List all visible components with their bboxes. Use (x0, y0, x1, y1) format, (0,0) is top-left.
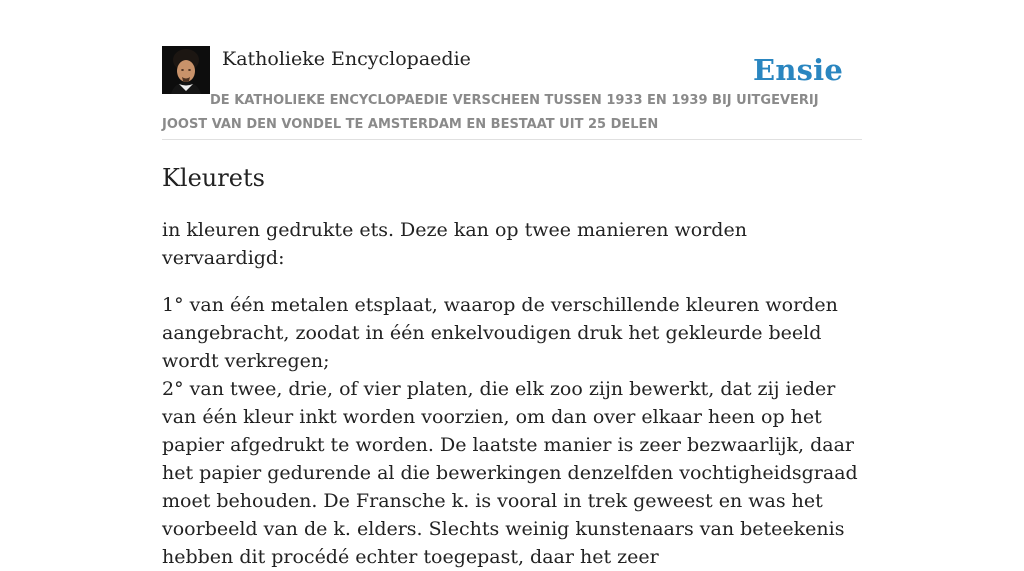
tagline: DE KATHOLIEKE ENCYCLOPAEDIE VERSCHEEN TUSSEN 1933 EN 1939 BIJ UITGEVERIJ JOOST VAN DEN VONDEL TE AMSTERDAM EN BESTAAT UIT 25 DELEN (162, 93, 819, 132)
portrait-avatar-icon[interactable] (162, 46, 210, 94)
site-header (162, 46, 862, 140)
article-paragraph: in kleuren gedrukte ets. Deze kan op twee manieren worden vervaardigd: (162, 219, 747, 269)
portrait-graphic (162, 46, 210, 94)
article-paragraph: 2° van twee, drie, of vier platen, die elk zoo zijn bewerkt, dat zij ieder van één kleur inkt worden voorzien, om dan over elkaar heen op het papier afgedrukt te worden. De laatste manier is zeer bezwaarlijk, daar het papier gedurende al die bewerkingen denzelfden vochtigheidsgraad moet behouden. De Fransche k. is vooral in trek geweest en was het voorbeeld van de k. elders. Slechts weinig kunstenaars van beteekenis hebben dit procédé echter toegepast, daar het zeer (162, 378, 858, 568)
article-title: Kleurets (162, 164, 265, 192)
brand-logo[interactable]: Ensie (753, 53, 843, 87)
article-paragraph: 1° van één metalen etsplaat, waarop de verschillende kleuren worden aangebracht, zoodat in één enkelvoudigen druk het gekleurde beeld wordt verkregen; (162, 294, 838, 372)
site-title[interactable]: Katholieke Encyclopaedie (222, 48, 471, 70)
article (162, 160, 862, 571)
